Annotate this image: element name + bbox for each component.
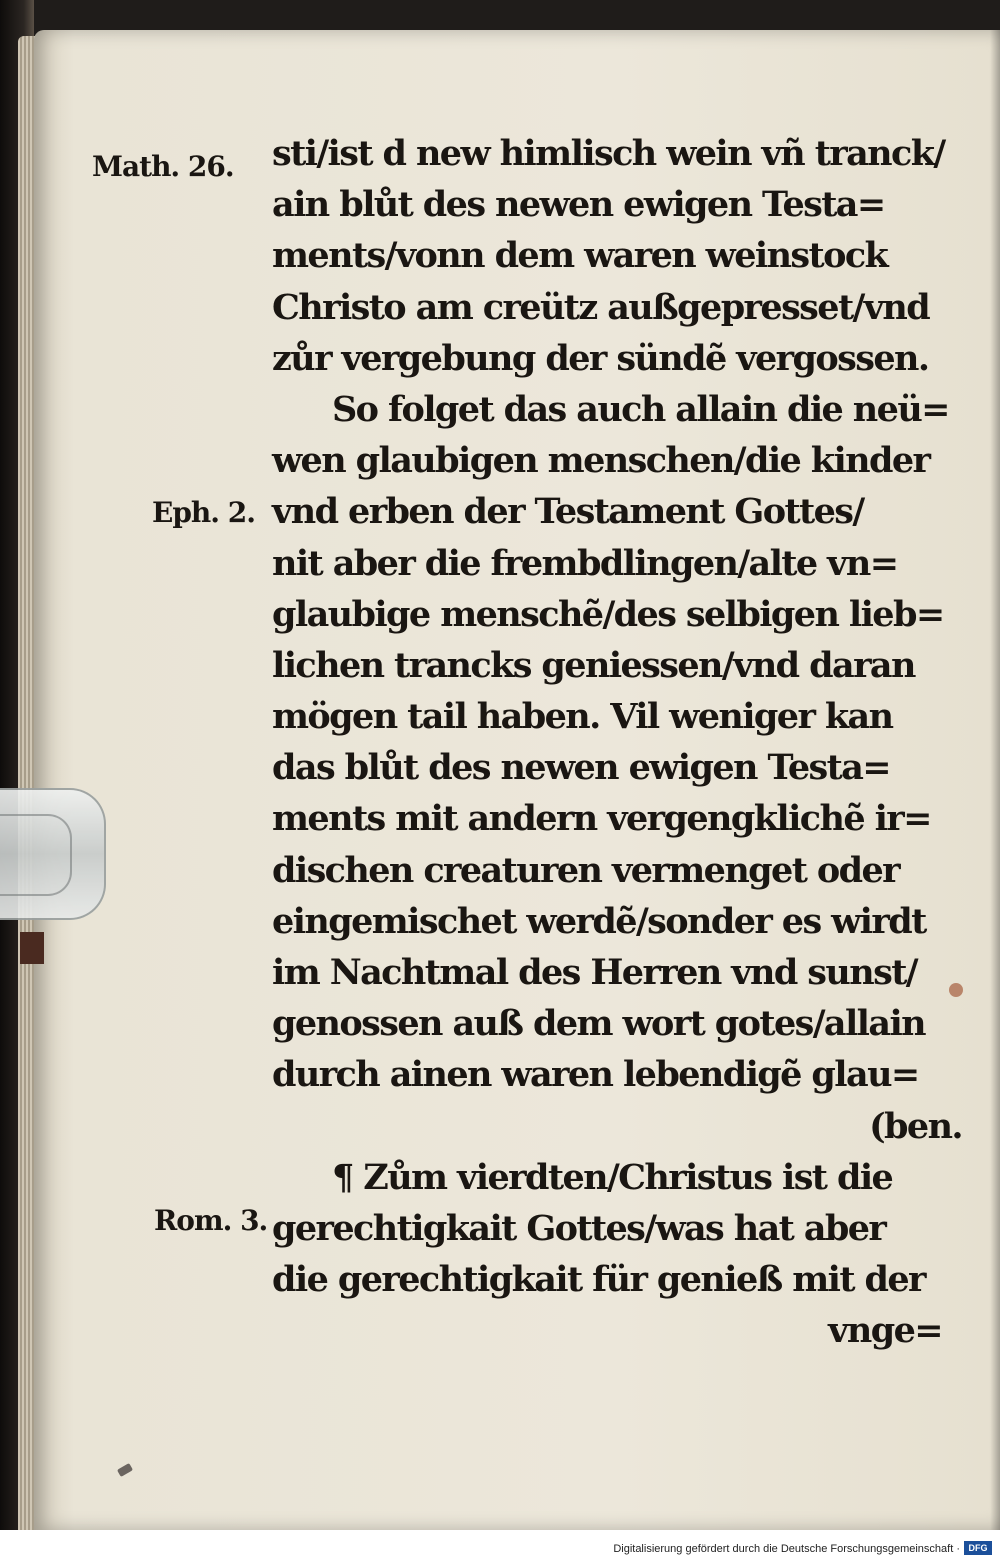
text-line: das blůt des newen ewigen Testa= (272, 747, 891, 789)
text-line: sti/ist d new himlisch wein vñ tranck/ (272, 133, 945, 174)
text-line: vnd erben der Testament Gottes/ (272, 491, 864, 533)
text-line: eingemischet werdẽ/sonder es wirdt (272, 900, 926, 942)
funding-note: Digitalisierung gefördert durch die Deutsche Forschungsgemeinschaft · (613, 1543, 960, 1555)
dfg-logo: DFG (964, 1541, 992, 1555)
page-clip-inner (0, 814, 72, 896)
text-line: durch ainen waren lebendigẽ glau= (272, 1054, 919, 1096)
page-right-shadow (990, 30, 1000, 1530)
text-line: genossen auß dem wort gotes/allain (272, 1003, 926, 1045)
text-line: wen glaubigen menschen/die kinder (272, 440, 930, 482)
text-line: gerechtigkait Gottes/was hat aber (272, 1207, 886, 1249)
text-line: nit aber die frembdlingen/alte vn= (272, 542, 898, 584)
text-line: im Nachtmal des Herren vnd sunst/ (272, 952, 917, 993)
text-line: mögen tail haben. Vil weniger kan (272, 696, 893, 738)
tab-marker (20, 932, 44, 964)
text-line: Christo am creütz außgepresset/vnd (272, 286, 930, 328)
margin-note-rom: Rom. 3. (154, 1204, 268, 1237)
text-line: glaubige menschẽ/des selbigen lieb= (272, 593, 944, 635)
text-line: lichen trancks geniessen/vnd daran (272, 644, 915, 686)
text-line: zůr vergebung der sündẽ vergossen. (272, 337, 929, 379)
margin-note-eph: Eph. 2. (152, 496, 256, 529)
text-line: dischen creaturen vermenget oder (272, 849, 899, 891)
text-line: (ben. (869, 1105, 962, 1147)
text-line: ments/vonn dem waren weinstock (272, 235, 888, 277)
margin-note-math: Math. 26. (92, 150, 234, 183)
text-line: die gerechtigkait für genieß mit der (272, 1259, 925, 1301)
text-line: ain blůt des newen ewigen Testa= (272, 184, 885, 226)
body-text (272, 128, 962, 1357)
text-line: ments mit andern vergengklichẽ ir= (272, 798, 931, 840)
catchword: vnge= (828, 1310, 942, 1352)
text-line: So folget das auch allain die neü= (332, 388, 949, 430)
text-line: ¶ Zům vierdten/Christus ist die (332, 1156, 893, 1198)
